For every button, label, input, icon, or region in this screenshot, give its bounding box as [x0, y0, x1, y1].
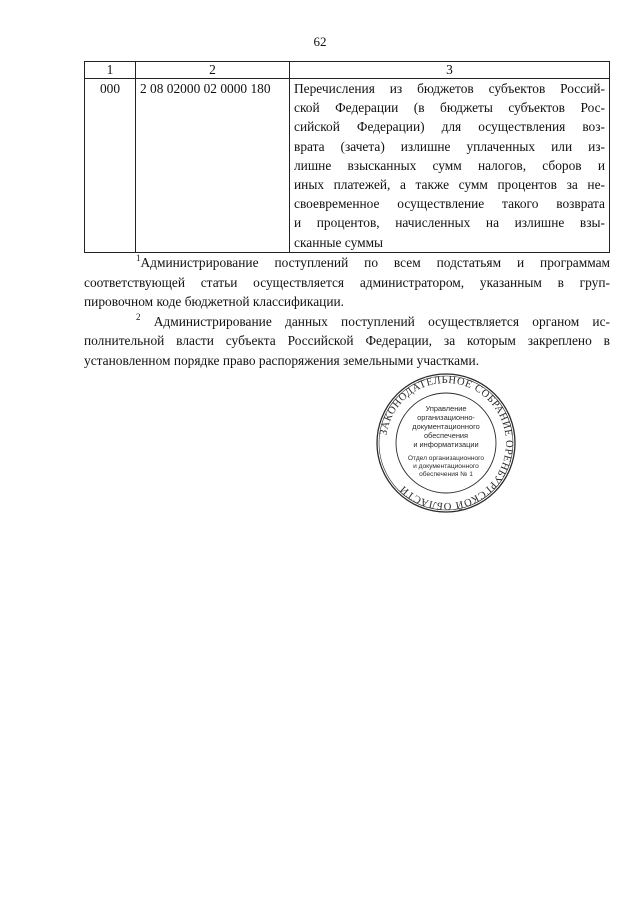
official-stamp [375, 372, 517, 514]
footnote-marker: 1 [136, 253, 141, 263]
footnote-line: соответствующей статьи осуществляется администратором, указанным в груп- [84, 274, 610, 290]
stamp-ring-text: ЗАКОНОДАТЕЛЬНОЕ СОБРАНИЕ ОРЕНБУРГСКОЙ ОБЛАСТИ [378, 374, 515, 512]
stamp-line: Отдел организационного [407, 455, 485, 462]
footnote-line: пировочном коде бюджетной классификации. [84, 294, 345, 309]
footnote-line: установленном порядке право распоряжения земельными участками. [84, 352, 480, 368]
description-line: врата (зачета) излишне уплаченных или из- [294, 138, 605, 154]
stamp-line: организационно- [417, 413, 475, 422]
description-line: сийской Федерации) для осуществления воз- [294, 119, 605, 135]
description-line: сканные суммы [294, 234, 384, 250]
budget-code-cell: 2 08 02000 02 0000 180 [136, 79, 290, 253]
footnotes [84, 253, 610, 370]
footnote-line [84, 312, 610, 332]
description-line: Перечисления из бюджетов субъектов Россий- [294, 81, 605, 96]
description-line: иных платежей, а также сумм процентов за не- [294, 177, 605, 193]
stamp-line: и документационного [413, 463, 479, 470]
budget-table [84, 61, 610, 253]
header-col-1: 1 [85, 62, 136, 79]
header-col-3: 3 [290, 62, 610, 79]
stamp-line: документационного [412, 422, 480, 431]
description-line: и процентов, начисленных на излишне взы- [294, 215, 605, 231]
footnote-marker: 2 [136, 311, 141, 322]
page-number: 62 [313, 34, 327, 49]
footnote-line [84, 253, 610, 273]
footnote-2 [84, 312, 610, 371]
stamp-line: Управление [425, 404, 467, 413]
admin-code-cell: 000 [85, 79, 136, 253]
description-line: лишне взысканных сумм налогов, сборов и [294, 157, 605, 173]
header-col-2: 2 [136, 62, 290, 79]
stamp-line: и информатизации [413, 440, 479, 449]
stamp-seal-icon [375, 372, 517, 514]
table-header-row [85, 62, 610, 79]
description-line: ской Федерации (в бюджеты субъектов Рос- [294, 100, 605, 116]
description-line: своевременное осуществление такого возврата [294, 196, 605, 212]
description-cell [290, 79, 610, 253]
footnote-text: Администрирование поступлений по всем подстатьям и программам [140, 255, 610, 270]
footnote-text: Администрирование данных поступлений осуществляется органом ис- [153, 313, 610, 329]
footnote-1 [84, 253, 610, 312]
table-row [85, 79, 610, 253]
stamp-line: обеспечения № 1 [419, 471, 473, 478]
footnote-line: полнительной власти субъекта Российской Федерации, за которым закреплено в [84, 333, 610, 348]
stamp-line: обеспечения [423, 431, 469, 440]
